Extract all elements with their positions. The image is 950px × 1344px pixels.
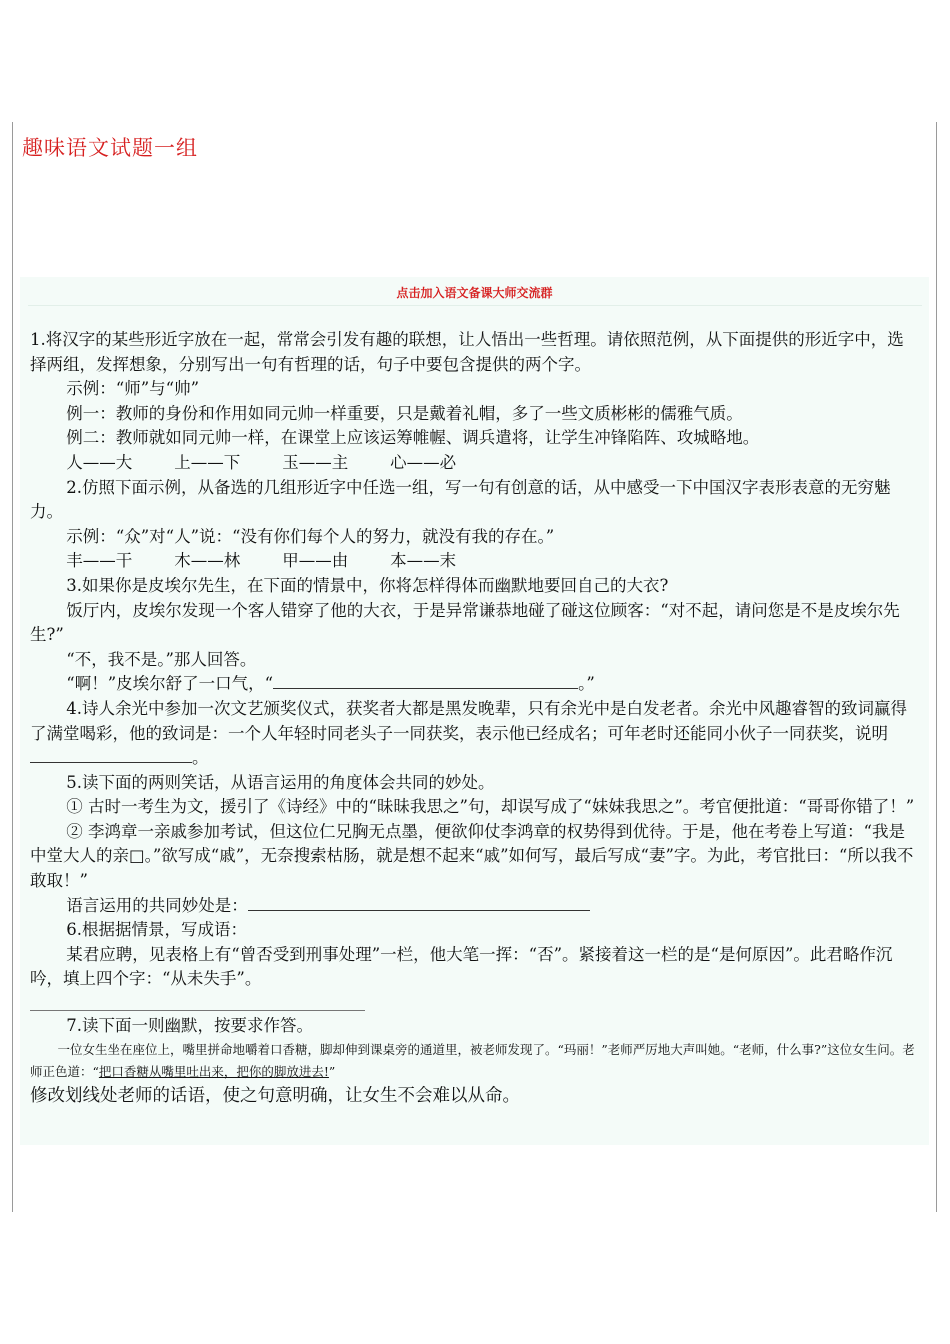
- q1-example-1: 例一：教师的身份和作用如同元帅一样重要，只是戴着礼帽，多了一些文质彬彬的儒雅气质。: [66, 403, 743, 423]
- q3-reply: “不，我不是。”那人回答。: [66, 649, 257, 669]
- q3-story: 饭厅内，皮埃尔发现一个客人错穿了他的大衣，于是异常谦恭地碰了碰这位顾客：“对不起，请问您是不是皮埃尔先生?”: [30, 600, 900, 645]
- q4-stem: 4.诗人余光中参加一次文艺颁奖仪式，获奖者大都是黑发晚辈，只有余光中是白发老者。余光中风趣睿智的致词赢得了满堂喝彩，他的致词是：一个人年轻时同老头子一同获奖，表示他已经成名；可年老时还能同小伙子一同获奖，说明: [30, 698, 908, 743]
- q7-stem: 7.读下面一则幽默，按要求作答。: [66, 1016, 314, 1036]
- q5-answer-line: [30, 894, 918, 919]
- panel-header: [20, 277, 929, 303]
- q2-word-pairs: 丰——干 木——林 甲——由 本——末: [66, 551, 457, 571]
- q1-example-label: 示例：“师”与“帅”: [66, 379, 200, 399]
- page-frame-right: [936, 122, 937, 1212]
- q5-answer-blank[interactable]: [248, 896, 590, 911]
- q6-stem: 6.根据据情景，写成语：: [66, 920, 248, 940]
- q1-stem: 1.将汉字的某些形近字放在一起，常常会引发有趣的联想，让人悟出一些哲理。请依照范例，从下面提供的形近字中，选择两组，发挥想象，分别写出一句有哲理的话，句子中要包含提供的两个字。: [30, 330, 904, 374]
- q5-joke-2: ② 李鸿章一亲戚参加考试，但这位仁兄胸无点墨，便欲仰仗李鸿章的权势得到优待。于是，他在考卷上写道：“我是中堂大人的亲□。”欲写成“戚”，无奈搜索枯肠，就是想不起来“戚”如何写，最后写成“妻”字。为此，考官批曰：“所以我不敢取！”: [30, 821, 914, 891]
- question-list: [30, 328, 918, 1109]
- join-group-link[interactable]: 点击加入语文备课大师交流群: [396, 286, 553, 300]
- q3-stem: 3.如果你是皮埃尔先生，在下面的情景中，你将怎样得体而幽默地要回自己的大衣?: [66, 575, 669, 595]
- q7-underlined-text: 把口香糖从嘴里吐出来，把你的脚放进去!: [98, 1063, 329, 1079]
- q7-story: [30, 1039, 918, 1083]
- page-title: 趣味语文试题一组: [22, 136, 198, 160]
- q1-word-pairs: 人——大 上——下 玉——主 心——必: [66, 452, 457, 472]
- q5-joke-1: ① 古时一考生为文，援引了《诗经》中的“昧昧我思之”句，却误写成了“妹妹我思之”。考官便批道：“哥哥你错了！”: [66, 797, 915, 817]
- q3-answer-start: “啊！”皮埃尔舒了一口气，“: [66, 674, 274, 694]
- q3-answer-line: [30, 672, 918, 697]
- q5-stem: 5.读下面的两则笑话，从语言运用的角度体会共同的妙处。: [66, 772, 495, 792]
- page-frame-left: [12, 122, 13, 1212]
- q1-example-2: 例二：教师就如同元帅一样，在课堂上应该运筹帷幄、调兵遣将，让学生冲锋陷阵、攻城略地。: [66, 428, 760, 448]
- q2-stem: 2.仿照下面示例，从备选的几组形近字中任选一组，写一句有创意的话，从中感受一下中国汉字表形表意的无穷魅力。: [30, 477, 891, 522]
- q7-instruction: 修改划线处老师的话语，使之句意明确，让女生不会难以从命。: [30, 1085, 520, 1106]
- q4-answer-blank[interactable]: [30, 748, 192, 763]
- q3-answer-blank[interactable]: [273, 674, 578, 689]
- q7-story-text: 一位女生坐在座位上，嘴里拼命地嚼着口香糖，脚却伸到课桌旁的通道里，被老师发现了。“玛丽！”老师严厉地大声叫她。“老师，什么事?”这位女生问。老师正色道：“: [30, 1041, 915, 1079]
- q4-end: 。: [192, 748, 209, 768]
- q6-story: 某君应聘，见表格上有“曾否受到刑事处理”一栏，他大笔一挥：“否”。紧接着这一栏的是“是何原因”。此君略作沉吟，填上四个字：“从未失手”。: [30, 944, 893, 989]
- q7-story-end: ”: [328, 1063, 336, 1079]
- q2-example: 示例：“众”对“人”说：“没有你们每个人的努力，就没有我的存在。”: [66, 526, 555, 546]
- q4-stem-line: [30, 697, 918, 771]
- q5-answer-label: 语言运用的共同妙处是：: [66, 895, 248, 915]
- panel-divider: [28, 305, 922, 306]
- q6-answer-blank[interactable]: [30, 992, 365, 1011]
- q3-answer-end: 。”: [578, 674, 595, 694]
